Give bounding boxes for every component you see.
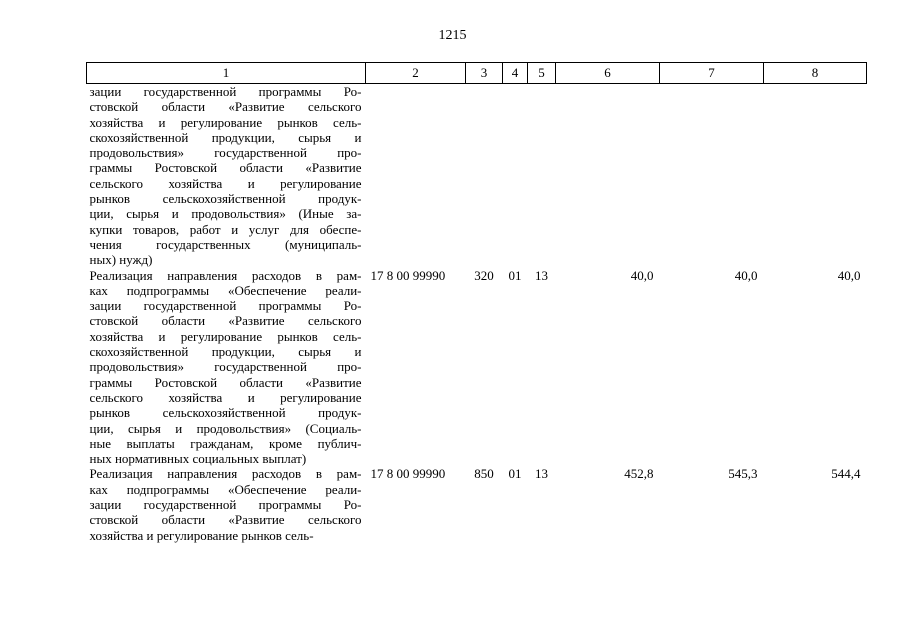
row-target-code — [366, 84, 466, 268]
description-line: ках подпрограммы «Обеспечение реали- — [89, 481, 362, 497]
table-row — [87, 84, 867, 268]
row-expense-type: 850 — [474, 466, 494, 482]
description-line: зации государственной программы Ро- — [89, 298, 362, 314]
description-line: ции, сырья и продовольствия» (Иные за- — [89, 206, 362, 222]
description-line: чения государственных (муниципаль- — [89, 236, 362, 252]
description-line: ные выплаты гражданам, кроме публич- — [89, 435, 362, 451]
row-amount-year-2: 40,0 — [734, 267, 758, 283]
budget-table — [86, 62, 867, 543]
description-line: ных) нужд) — [89, 252, 153, 268]
row-amount-year-1 — [556, 84, 660, 268]
table-body — [87, 84, 867, 543]
description-line: рынков сельскохозяйственной продук- — [89, 405, 362, 421]
description-line: хозяйства и регулирование рынков сель- — [89, 328, 362, 344]
description-line: зации государственной программы Ро- — [89, 84, 362, 99]
description-line: купки товаров, работ и услуг для обеспе- — [89, 221, 362, 237]
row-amount-year-2: 545,3 — [728, 466, 758, 482]
description-line: ках подпрограммы «Обеспечение реали- — [89, 282, 362, 298]
row-description — [87, 84, 366, 268]
header-col-4: 4 — [503, 63, 528, 84]
header-col-1: 1 — [87, 63, 366, 84]
row-amount-year-2 — [660, 84, 764, 268]
table-header — [87, 63, 867, 84]
row-section: 01 — [508, 466, 522, 482]
row-expense-type: 320 — [474, 267, 494, 283]
table-row — [87, 268, 867, 467]
description-line: скохозяйственной продукции, сырья и — [89, 129, 362, 145]
description-line: стовской области «Развитие сельского — [89, 512, 362, 528]
description-line: сельского хозяйства и регулирование — [89, 389, 362, 405]
row-amount-year-3: 544,4 — [831, 466, 861, 482]
header-row — [87, 63, 867, 84]
row-section — [503, 84, 528, 268]
row-description — [87, 466, 366, 542]
row-target-code: 17 8 00 99990 — [370, 267, 446, 283]
description-line: ции, сырья и продовольствия» (Социаль- — [89, 420, 362, 436]
row-section: 01 — [508, 267, 522, 283]
header-col-3: 3 — [466, 63, 503, 84]
row-target-code: 17 8 00 99990 — [370, 466, 446, 482]
description-line: ных нормативных социальных выплат) — [89, 451, 307, 467]
row-expense-type — [466, 84, 503, 268]
header-col-8: 8 — [764, 63, 867, 84]
header-col-7: 7 — [660, 63, 764, 84]
description-line: скохозяйственной продукции, сырья и — [89, 344, 362, 360]
header-col-2: 2 — [366, 63, 466, 84]
row-subsection: 13 — [535, 466, 548, 482]
description-line: продовольствия» государственной про- — [89, 145, 362, 161]
row-amount-year-1: 40,0 — [630, 267, 654, 283]
row-amount-year-3: 40,0 — [837, 267, 861, 283]
description-line: хозяйства и регулирование рынков сель- — [89, 114, 362, 130]
row-subsection: 13 — [535, 267, 548, 283]
description-line: хозяйства и регулирование рынков сель- — [89, 527, 314, 543]
header-col-5: 5 — [528, 63, 556, 84]
description-line: продовольствия» государственной про- — [89, 359, 362, 375]
row-subsection — [528, 84, 556, 268]
page-number: 1215 — [438, 28, 467, 43]
row-amount-year-3 — [764, 84, 867, 268]
description-line: зации государственной программы Ро- — [89, 497, 362, 513]
table-row — [87, 466, 867, 542]
description-line: сельского хозяйства и регулирование — [89, 175, 362, 191]
description-line: стовской области «Развитие сельского — [89, 313, 362, 329]
description-line: граммы Ростовской области «Развитие — [89, 160, 362, 176]
row-amount-year-1: 452,8 — [624, 466, 654, 482]
header-col-6: 6 — [556, 63, 660, 84]
description-line: рынков сельскохозяйственной продук- — [89, 191, 362, 207]
row-description — [87, 268, 366, 467]
description-line: Реализация направления расходов в рам- — [89, 466, 362, 482]
description-line: граммы Ростовской области «Развитие — [89, 374, 362, 390]
description-line: стовской области «Развитие сельского — [89, 99, 362, 115]
description-line: Реализация направления расходов в рам- — [89, 267, 362, 283]
